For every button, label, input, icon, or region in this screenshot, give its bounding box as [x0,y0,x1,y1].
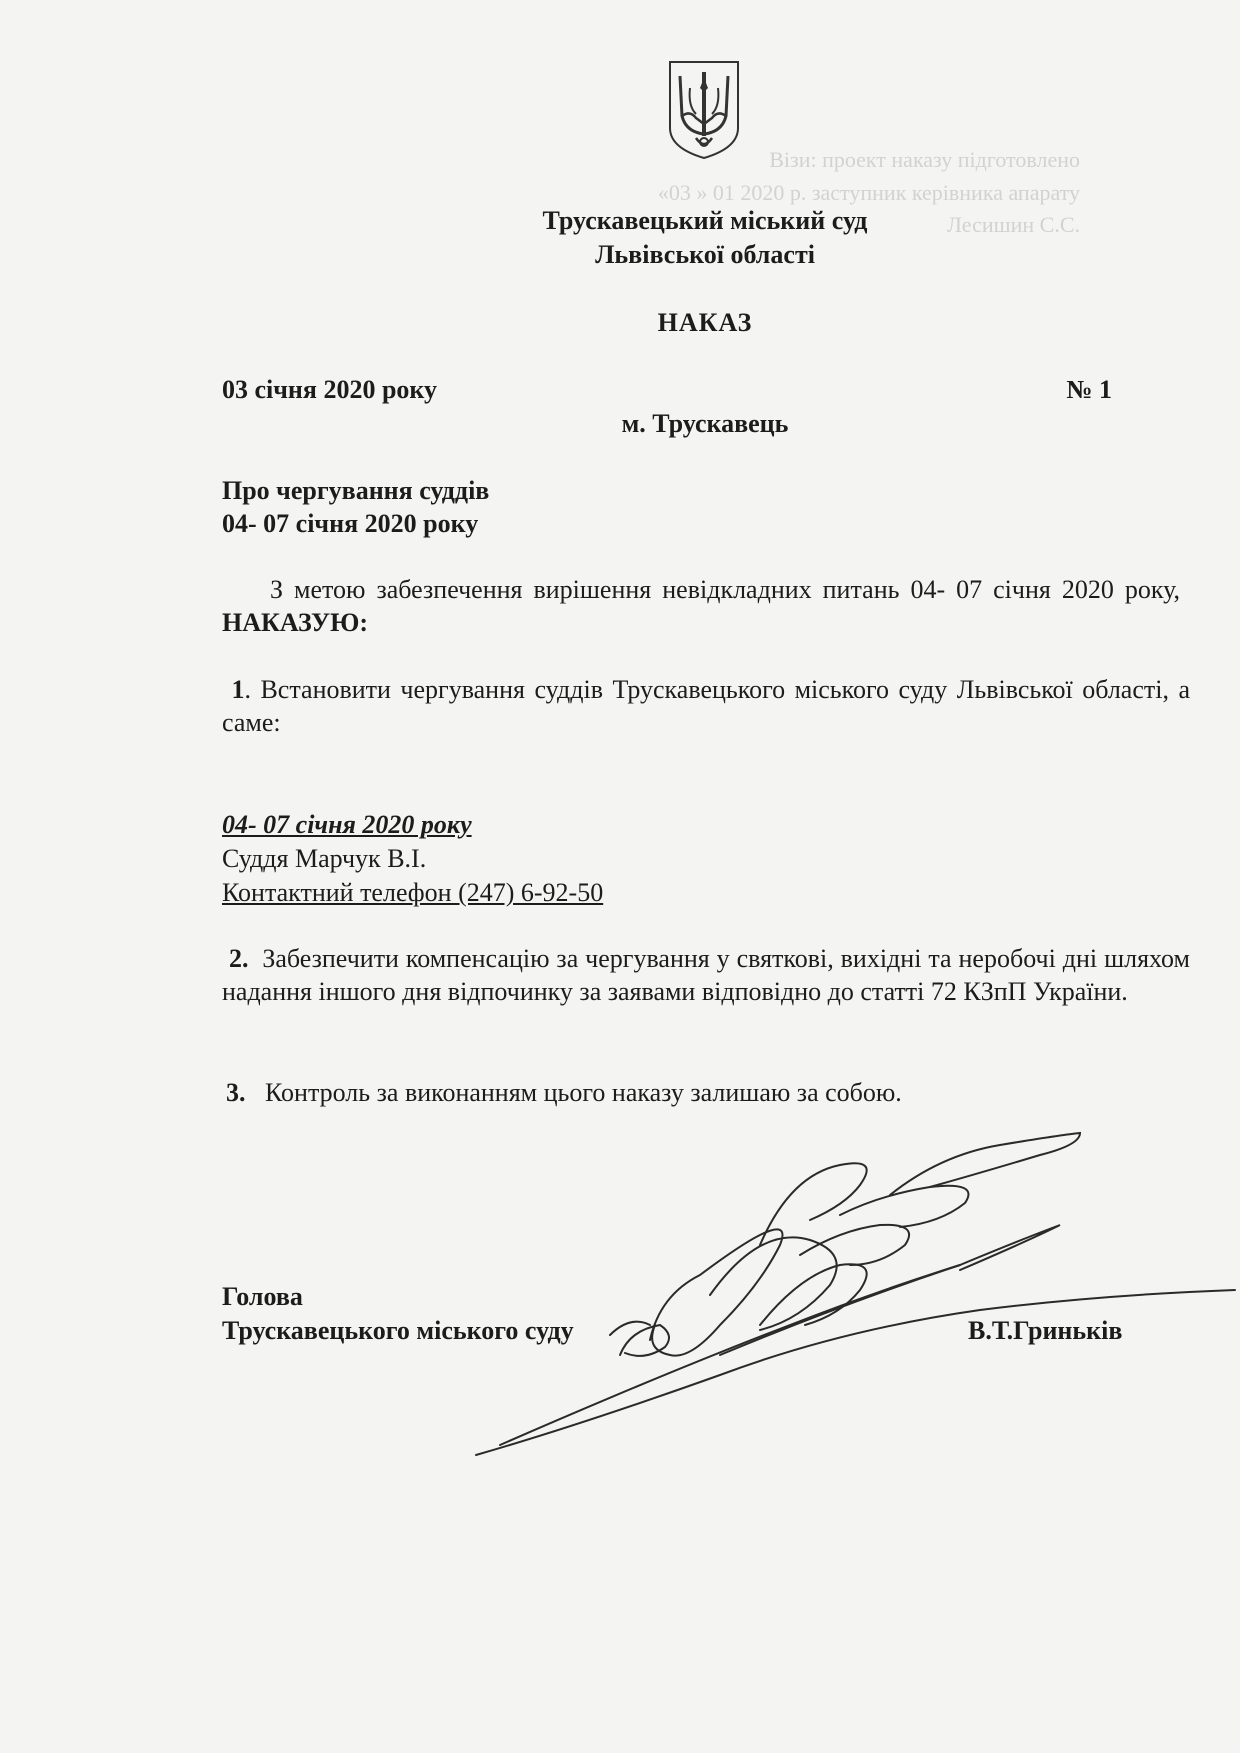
order-item-1 [222,673,1190,739]
duty-judge: Суддя Марчук В.І. [222,844,427,873]
signer-position-line-1: Голова [222,1282,303,1311]
handwritten-signature [460,1125,1240,1465]
order-subject-line-2: 04- 07 січня 2020 року [222,509,479,538]
item-3-text: Контроль за виконанням цього наказу залишаю за собою. [265,1078,902,1107]
document-title: НАКАЗ [657,308,753,337]
item-1-text: . Встановити чергування суддів Трускавецького міського суду Львівської області, а саме: [222,675,1191,737]
intro-paragraph [222,573,1180,639]
order-city: м. Трускавець [621,409,789,438]
show-through-line-1: Візи: проект наказу підготовлено [769,147,1080,172]
order-subject-line-1: Про чергування суддів [222,476,490,505]
intro-order-word: НАКАЗУЮ: [222,608,369,637]
show-through-line-3: Лесишин С.С. [947,212,1080,237]
order-number: № 1 [1066,375,1112,404]
signer-name: В.Т.Гриньків [968,1316,1123,1345]
duty-period: 04- 07 січня 2020 року [222,810,472,839]
order-date: 03 січня 2020 року [222,375,438,404]
item-1-number: 1 [231,675,245,704]
show-through-line-2: «03 » 01 2020 р. заступник керівника апарату [657,180,1080,205]
court-name-line-1: Трускавецький міський суд [542,206,868,235]
signer-position-line-2: Трускавецького міського суду [222,1316,574,1345]
ukraine-trident-coat-of-arms-icon [666,58,742,162]
court-name-line-2: Львівської області [595,240,815,269]
duty-phone: Контактний телефон (247) 6-92-50 [222,878,604,907]
order-item-2 [222,942,1190,1008]
item-2-number: 2. [228,944,249,973]
order-item-3-text-row [226,1076,1194,1109]
intro-text: З метою забезпечення вирішення невідкладних питань 04- 07 січня 2020 року, [270,575,1180,604]
item-3-number: 3. [226,1078,246,1107]
item-2-text: Забезпечити компенсацію за чергування у святкові, вихідні та неробочі дні шляхом надання іншого дня відпочинку за заявами відповідно до статті 72 КЗпП України. [222,944,1190,1006]
